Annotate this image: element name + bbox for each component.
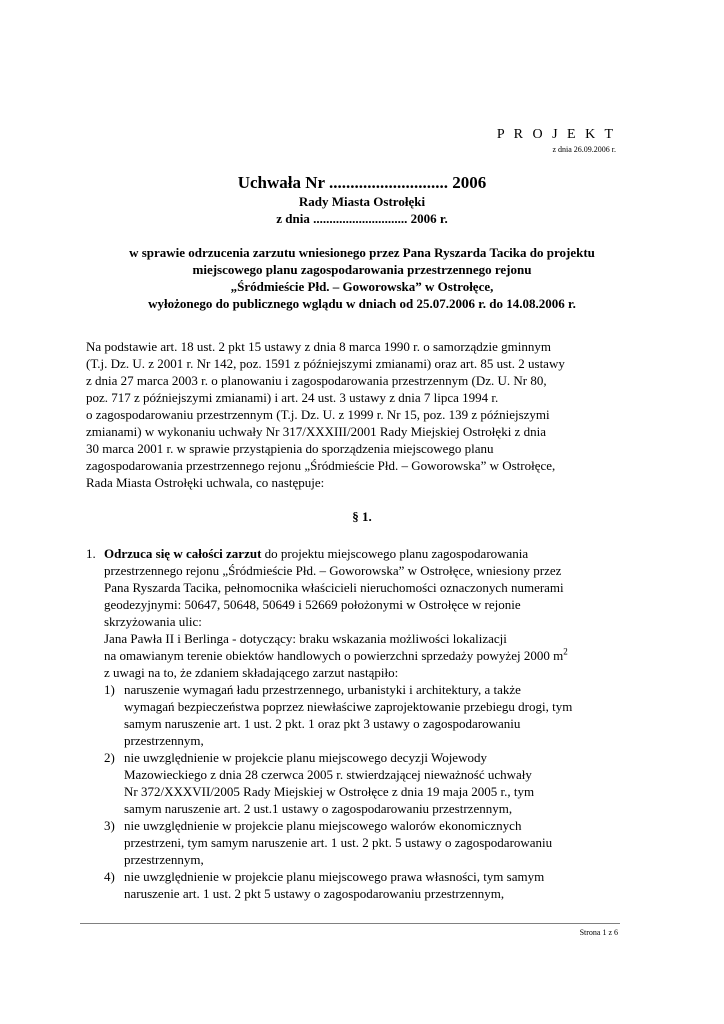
preamble-line: Na podstawie art. 18 ust. 2 pkt 15 ustawy z dnia 8 marca 1990 r. o samorządzie gminnym [86, 339, 552, 354]
preamble-line: zmianami) w wykonaniu uchwały Nr 317/XXXIII/2001 Rady Miejskiej Ostrołęki z dnia [86, 424, 546, 439]
sub-item-line: nie uwzględnienie w projekcie planu miejscowego prawa własności, tym samym [124, 869, 545, 884]
sub-item-line: naruszenie wymagań ładu przestrzennego, urbanistyki i architektury, a także [124, 682, 521, 697]
sub-item-number: 4) [104, 869, 115, 884]
legal-basis-paragraph [86, 338, 618, 491]
numbered-item-1 [86, 545, 626, 902]
sub-item-3 [104, 817, 626, 868]
sub-item-4 [104, 868, 626, 902]
item-lead-bold: Odrzuca się w całości zarzut [104, 546, 262, 561]
item-line: geodezyjnymi: 50647, 50648, 50649 i 52669 położonymi w Ostrołęce w rejonie [104, 597, 521, 612]
sub-item-line: wymagań bezpieczeństwa poprzez niewłaściwe zaprojektowanie przebiegu drogi, tym [124, 699, 573, 714]
subject-line: wyłożonego do publicznego wglądu w dniach od 25.07.2006 r. do 14.08.2006 r. [148, 296, 576, 311]
footer-divider [80, 923, 620, 924]
sub-item-line: przestrzeni, tym samym naruszenie art. 1 ust. 2 pkt. 5 ustawy o zagospodarowaniu [124, 835, 553, 850]
section-mark: § 1. [352, 509, 372, 524]
sub-item-1 [104, 681, 626, 749]
area-text: na omawianym terenie obiektów handlowych o powierzchni sprzedaży powyżej 2000 m [104, 648, 564, 663]
subject-line: miejscowego planu zagospodarowania przestrzennego rejonu [192, 262, 532, 277]
area-superscript: 2 [563, 646, 568, 657]
sub-item-line: Nr 372/XXXVII/2005 Rady Miejskiej w Ostrołęce z dnia 19 maja 2005 r., tym [124, 784, 535, 799]
preamble-line: poz. 717 z późniejszymi zmianami) i art. 24 ust. 3 ustawy z dnia 7 lipca 1994 r. [86, 390, 499, 405]
item-lead-line [104, 545, 626, 562]
sub-item-2 [104, 749, 626, 817]
subject-line: w sprawie odrzucenia zarzutu wniesionego przez Pana Ryszarda Tacika do projektu [129, 245, 595, 260]
sub-item-line: przestrzennym, [124, 733, 204, 748]
preamble-line: (T.j. Dz. U. z 2001 r. Nr 142, poz. 1591 z późniejszymi zmianami) oraz art. 85 ust. 2 ustawy [86, 356, 565, 371]
preamble-line: zagospodarowania przestrzennego rejonu „Śródmieście Płd. – Goworowska” w Ostrołęce, [86, 458, 556, 473]
item-line: Jana Pawła II i Berlinga - dotyczący: braku wskazania możliwości lokalizacji [104, 631, 507, 646]
sub-item-line: nie uwzględnienie w projekcie planu miejscowego walorów ekonomicznych [124, 818, 522, 833]
resolution-title: Uchwała Nr ............................ 2006 [237, 173, 487, 192]
sub-item-list [104, 681, 626, 902]
sub-item-line: nie uwzględnienie w projekcie planu miejscowego decyzji Wojewody [124, 750, 487, 765]
page-number: Strona 1 z 6 [579, 928, 618, 937]
preamble-line: Rada Miasta Ostrołęki uchwala, co następuje: [86, 475, 325, 490]
item-lead-rest: do projektu miejscowego planu zagospodarowania [261, 546, 529, 561]
preamble-line: 30 marca 2001 r. w sprawie przystąpienia do sporządzenia miejscowego planu [86, 441, 494, 456]
subject-line: „Śródmieście Płd. – Goworowska” w Ostrołęce, [230, 279, 494, 294]
sub-item-line: samym naruszenie art. 2 ust.1 ustawy o zagospodarowaniu przestrzennym, [124, 801, 513, 816]
projekt-label: P R O J E K T [496, 127, 616, 142]
projekt-date: z dnia 26.09.2006 r. [552, 145, 616, 154]
sub-item-line: przestrzennym, [124, 852, 204, 867]
sub-item-number: 1) [104, 682, 115, 697]
item-body [104, 545, 626, 902]
sub-item-line: samym naruszenie art. 1 ust. 2 pkt. 1 oraz pkt 3 ustawy o zagospodarowaniu [124, 716, 521, 731]
sub-item-number: 3) [104, 818, 115, 833]
sub-item-line: naruszenie art. 1 ust. 2 pkt 5 ustawy o zagospodarowaniu przestrzennym, [124, 886, 505, 901]
council-name: Rady Miasta Ostrołęki [298, 194, 426, 209]
resolution-date: z dnia ............................. 2006 r. [276, 211, 448, 226]
item-line: skrzyżowania ulic: [104, 614, 202, 629]
preamble-line: z dnia 27 marca 2003 r. o planowaniu i zagospodarowania przestrzennym (Dz. U. Nr 80, [86, 373, 547, 388]
sub-item-number: 2) [104, 750, 115, 765]
item-reason-line: z uwagi na to, że zdaniem składającego zarzut nastąpiło: [104, 665, 399, 680]
preamble-line: o zagospodarowaniu przestrzennym (T.j. Dz. U. z 1999 r. Nr 15, poz. 139 z późniejszymi [86, 407, 550, 422]
sub-item-line: Mazowieckiego z dnia 28 czerwca 2005 r. stwierdzającej nieważność uchwały [124, 767, 532, 782]
item-line: Pana Ryszarda Tacika, pełnomocnika właścicieli nieruchomości oznaczonych numerami [104, 580, 564, 595]
item-number: 1. [86, 546, 96, 561]
item-line: przestrzennego rejonu „Śródmieście Płd. – Goworowska” w Ostrołęce, wniesiony przez [104, 563, 562, 578]
item-area-line [104, 647, 626, 664]
resolution-subject [80, 244, 644, 312]
